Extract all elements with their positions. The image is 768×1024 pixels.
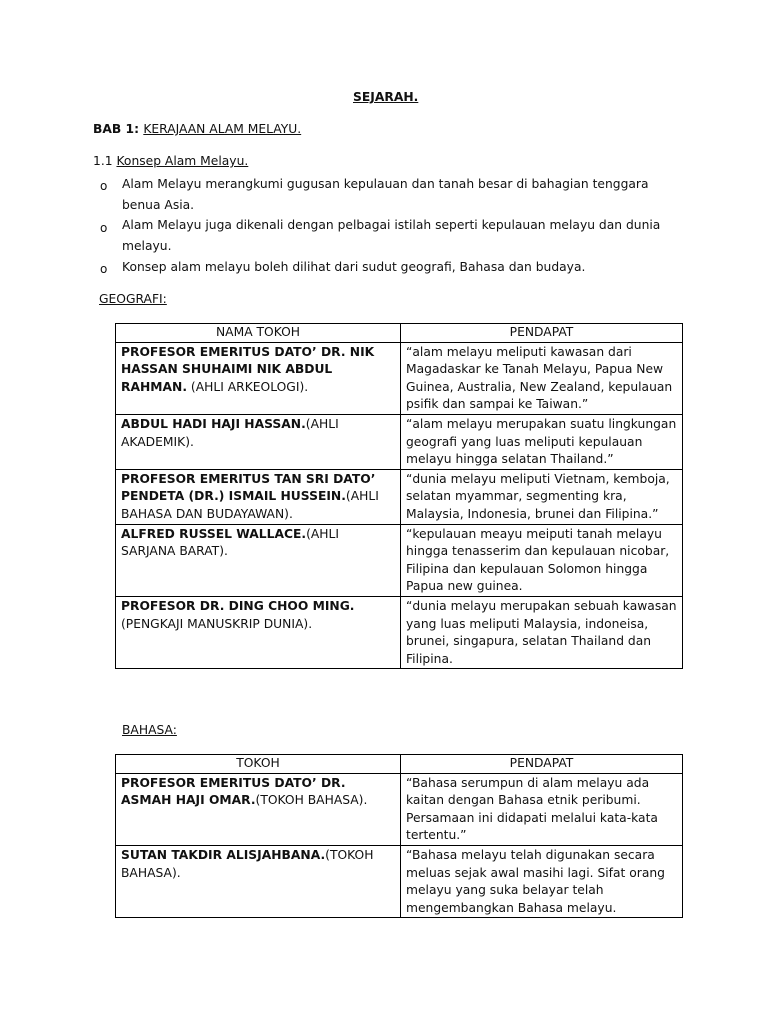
bullet-item: Konsep alam melayu boleh dilihat dari sudut geografi, Bahasa dan budaya.	[122, 260, 586, 274]
tokoh-name: PROFESOR DR. DING CHOO MING.	[121, 598, 355, 613]
tokoh-role: (AHLI AKADEMIK).	[121, 416, 339, 449]
column-header-name: TOKOH	[116, 755, 401, 774]
pendapat-cell: “Bahasa melayu telah digunakan secara meluas sejak awal masihi lagi. Sifat orang melayu yang suka belayar telah mengembangkan Bahasa melayu.	[401, 845, 683, 917]
tokoh-name: PROFESOR EMERITUS TAN SRI DATO’ PENDETA (DR.) ISMAIL HUSSEIN.	[121, 471, 376, 504]
table-row	[116, 342, 683, 414]
table-row	[116, 524, 683, 596]
tokoh-role: (AHLI SARJANA BARAT).	[121, 526, 339, 559]
tokoh-name: PROFESOR EMERITUS DATO’ DR. ASMAH HAJI OMAR.	[121, 775, 346, 808]
table-row	[116, 773, 683, 845]
bullet-item: Alam Melayu juga dikenali dengan pelbagai istilah seperti kepulauan melayu dan dunia melayu.	[122, 218, 661, 253]
tokoh-role: (TOKOH BAHASA).	[255, 793, 368, 808]
chapter-prefix: BAB 1:	[93, 122, 144, 136]
table-row	[116, 414, 683, 469]
tokoh-cell	[116, 845, 401, 917]
geografi-heading: GEOGRAFI:	[99, 292, 167, 306]
tokoh-name: ALFRED RUSSEL WALLACE.	[121, 526, 307, 541]
bahasa-table	[115, 754, 683, 918]
tokoh-cell	[116, 773, 401, 845]
section-name: Konsep Alam Melayu.	[116, 154, 249, 168]
pendapat-cell: “alam melayu meliputi kawasan dari Magadaskar ke Tanah Melayu, Papua New Guinea, Australia, New Zealand, kepulauan psifik dan sampai ke Taiwan.”	[401, 342, 683, 414]
bahasa-heading: BAHASA:	[122, 723, 177, 737]
column-header-name: NAMA TOKOH	[116, 324, 401, 343]
tokoh-role: (TOKOH BAHASA).	[121, 847, 374, 880]
page-title: SEJARAH.	[353, 90, 419, 104]
table-row	[116, 845, 683, 917]
tokoh-role: (AHLI BAHASA DAN BUDAYAWAN).	[121, 489, 379, 521]
column-header-opinion: PENDAPAT	[401, 755, 683, 774]
column-header-opinion: PENDAPAT	[401, 324, 683, 343]
pendapat-cell: “dunia melayu meliputi Vietnam, kemboja, selatan myammar, segmenting kra, Malaysia, Indonesia, brunei dan Filipina.”	[401, 469, 683, 524]
section-number: 1.1	[93, 154, 117, 168]
tokoh-role: (PENGKAJI MANUSKRIP DUNIA).	[121, 616, 313, 631]
bullet-marker: o	[100, 179, 108, 193]
tokoh-name: ABDUL HADI HAJI HASSAN.	[121, 416, 306, 431]
geografi-table	[115, 323, 683, 669]
tokoh-name: SUTAN TAKDIR ALISJAHBANA.	[121, 847, 326, 862]
tokoh-role: (AHLI ARKEOLOGI).	[187, 379, 309, 394]
pendapat-cell: “Bahasa serumpun di alam melayu ada kaitan dengan Bahasa etnik peribumi. Persamaan ini didapati melalui kata-kata tertentu.”	[401, 773, 683, 845]
pendapat-cell: “dunia melayu merupakan sebuah kawasan yang luas meliputi Malaysia, indoneisa, brunei, singapura, selatan Thailand dan Filipina.	[401, 596, 683, 668]
pendapat-cell: “alam melayu merupakan suatu lingkungan geografi yang luas meliputi kepulauan melayu hingga selatan Thailand.”	[401, 414, 683, 469]
tokoh-cell	[116, 524, 401, 596]
tokoh-name: PROFESOR EMERITUS DATO’ DR. NIK HASSAN SHUHAIMI NIK ABDUL RAHMAN.	[121, 344, 375, 394]
bullet-marker: o	[100, 221, 108, 235]
bullet-marker: o	[100, 262, 108, 276]
table-row	[116, 469, 683, 524]
bullet-item: Alam Melayu merangkumi gugusan kepulauan dan tanah besar di bahagian tenggara benua Asia.	[122, 177, 649, 212]
chapter-name: KERAJAAN ALAM MELAYU.	[143, 122, 302, 136]
table-header-row	[116, 755, 683, 774]
chapter-heading	[93, 122, 301, 136]
table-header-row	[116, 324, 683, 343]
table-row	[116, 596, 683, 668]
section-heading	[93, 154, 248, 168]
tokoh-cell	[116, 342, 401, 414]
tokoh-cell	[116, 414, 401, 469]
tokoh-cell	[116, 596, 401, 668]
tokoh-cell	[116, 469, 401, 524]
pendapat-cell: “kepulauan meayu meiputi tanah melayu hingga tenasserim dan kepulauan nicobar, Filipina dan kepulauan Solomon hingga Papua new guinea.	[401, 524, 683, 596]
